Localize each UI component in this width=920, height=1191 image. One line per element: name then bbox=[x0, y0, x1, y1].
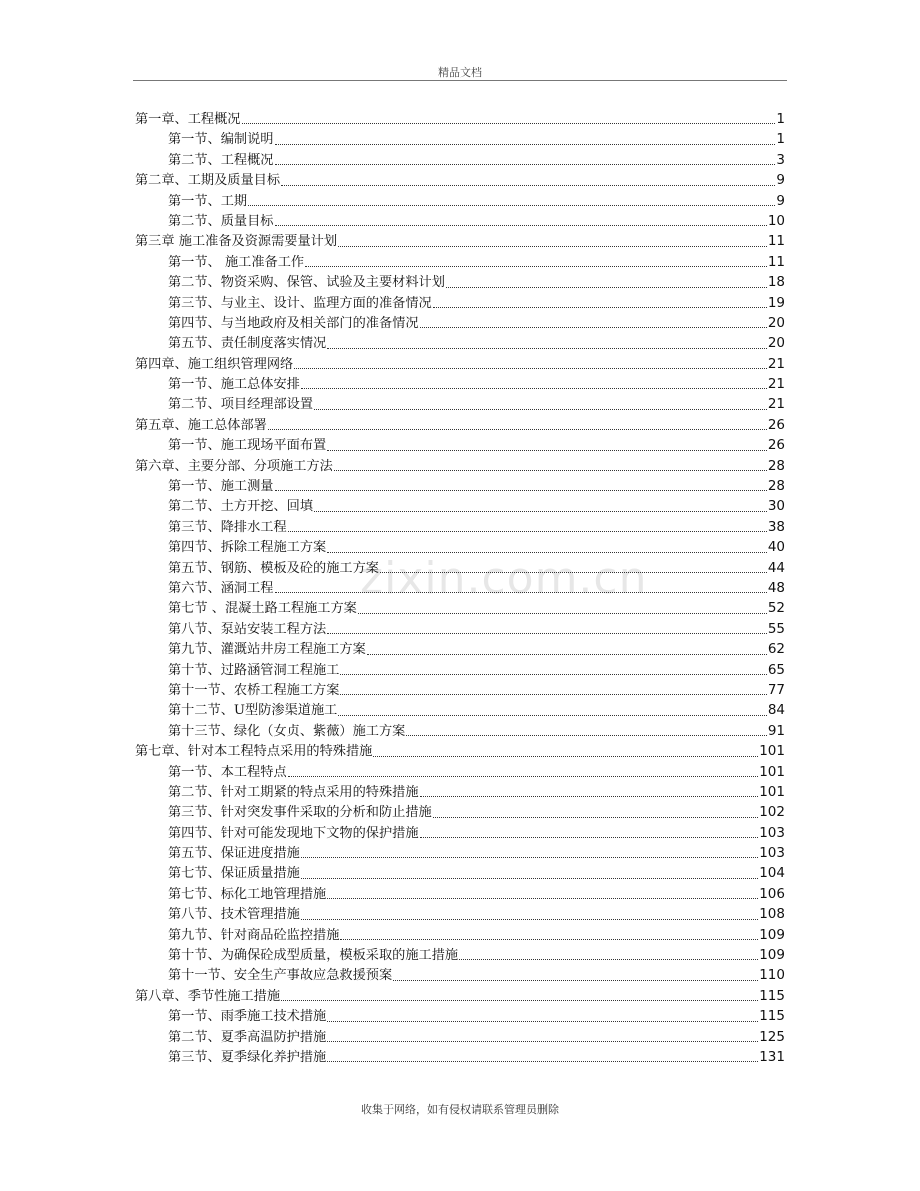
toc-entry-title: 第六节、涵洞工程 bbox=[168, 580, 274, 596]
toc-entry-title: 第二章、工期及质量目标 bbox=[135, 173, 281, 189]
toc-dot-leader bbox=[420, 795, 759, 797]
toc-page-number: 108 bbox=[759, 906, 785, 923]
toc-entry-title: 第七节 、混凝土路工程施工方案 bbox=[168, 601, 357, 617]
toc-dot-leader bbox=[301, 387, 767, 389]
toc-entry-title: 第三节、降排水工程 bbox=[168, 519, 287, 535]
toc-page-number: 55 bbox=[767, 620, 785, 637]
toc-section-entry[interactable] bbox=[135, 517, 785, 537]
toc-section-entry[interactable] bbox=[135, 150, 785, 170]
toc-page-number: 115 bbox=[759, 987, 785, 1004]
toc-entry-title: 第八节、泵站安装工程方法 bbox=[168, 621, 327, 637]
toc-entry-title: 第一节、 施工准备工作 bbox=[168, 254, 305, 270]
toc-section-entry[interactable] bbox=[135, 435, 785, 455]
toc-entry-title: 第五节、钢筋、模板及砼的施工方案 bbox=[168, 560, 379, 576]
toc-entry-title: 第三节、与业主、设计、监理方面的准备情况 bbox=[168, 295, 432, 311]
toc-dot-leader bbox=[433, 816, 758, 818]
toc-chapter-entry[interactable] bbox=[135, 354, 785, 374]
toc-section-entry[interactable] bbox=[135, 537, 785, 557]
toc-entry-title: 第二节、工程概况 bbox=[168, 152, 274, 168]
toc-dot-leader bbox=[334, 469, 767, 471]
toc-section-entry[interactable] bbox=[135, 660, 785, 680]
toc-dot-leader bbox=[275, 591, 767, 593]
toc-entry-title: 第二节、土方开挖、回填 bbox=[168, 499, 314, 515]
toc-section-entry[interactable] bbox=[135, 374, 785, 394]
toc-page-number: 109 bbox=[759, 947, 785, 964]
toc-page-number: 28 bbox=[767, 457, 785, 474]
toc-entry-title: 第二节、夏季高温防护措施 bbox=[168, 1029, 327, 1045]
toc-dot-leader bbox=[338, 714, 766, 716]
toc-entry-title: 第三章 施工准备及资源需要量计划 bbox=[135, 234, 338, 250]
toc-entry-title: 第一节、施工测量 bbox=[168, 479, 274, 495]
toc-dot-leader bbox=[314, 408, 767, 410]
toc-dot-leader bbox=[301, 877, 758, 879]
toc-section-entry[interactable] bbox=[135, 945, 785, 965]
toc-section-entry[interactable] bbox=[135, 863, 785, 883]
toc-page-number: 84 bbox=[767, 702, 785, 719]
toc-dot-leader bbox=[327, 632, 767, 634]
toc-dot-leader bbox=[275, 224, 767, 226]
toc-page-number: 115 bbox=[759, 1008, 785, 1025]
toc-section-entry[interactable] bbox=[135, 619, 785, 639]
toc-dot-leader bbox=[242, 122, 776, 124]
toc-entry-title: 第六章、主要分部、分项施工方法 bbox=[135, 458, 333, 474]
toc-dot-leader bbox=[446, 286, 767, 288]
toc-entry-title: 第十三节、绿化（女贞、紫薇）施工方案 bbox=[168, 723, 406, 739]
toc-dot-leader bbox=[268, 428, 767, 430]
toc-page-number: 9 bbox=[776, 192, 785, 209]
toc-entry-title: 第八章、季节性施工措施 bbox=[135, 988, 281, 1004]
toc-entry-title: 第一节、本工程特点 bbox=[168, 764, 287, 780]
toc-entry-title: 第五章、施工总体部署 bbox=[135, 417, 267, 433]
toc-dot-leader bbox=[281, 999, 758, 1001]
toc-dot-leader bbox=[327, 347, 767, 349]
toc-entry-title: 第九节、灌溉站井房工程施工方案 bbox=[168, 642, 366, 658]
toc-dot-leader bbox=[301, 856, 758, 858]
toc-entry-title: 第十节、过路涵管洞工程施工 bbox=[168, 662, 340, 678]
toc-dot-leader bbox=[288, 775, 759, 777]
toc-entry-title: 第十二节、U型防渗渠道施工 bbox=[168, 703, 338, 719]
toc-page-number: 106 bbox=[759, 885, 785, 902]
toc-dot-leader bbox=[327, 1060, 758, 1062]
toc-page-number: 26 bbox=[767, 416, 785, 433]
toc-page-number: 77 bbox=[767, 681, 785, 698]
toc-entry-title: 第二节、质量目标 bbox=[168, 213, 274, 229]
toc-section-entry[interactable] bbox=[135, 558, 785, 578]
toc-dot-leader bbox=[327, 449, 767, 451]
toc-dot-leader bbox=[380, 571, 767, 573]
toc-section-entry[interactable] bbox=[135, 1047, 785, 1067]
toc-entry-title: 第十一节、安全生产事故应急救援预案 bbox=[168, 968, 393, 984]
toc-page-number: 52 bbox=[767, 600, 785, 617]
toc-page-number: 110 bbox=[759, 967, 785, 984]
toc-section-entry[interactable] bbox=[135, 1027, 785, 1047]
toc-entry-title: 第一章、工程概况 bbox=[135, 112, 241, 127]
header-rule bbox=[133, 80, 787, 81]
toc-page-number: 101 bbox=[759, 783, 785, 800]
toc-section-entry[interactable] bbox=[135, 925, 785, 945]
toc-section-entry[interactable] bbox=[135, 782, 785, 802]
toc-dot-leader bbox=[305, 265, 767, 267]
toc-entry-title: 第四节、拆除工程施工方案 bbox=[168, 540, 327, 556]
toc-entry-title: 第二节、项目经理部设置 bbox=[168, 397, 314, 413]
toc-page-number: 103 bbox=[759, 824, 785, 841]
toc-page-number: 101 bbox=[759, 743, 785, 760]
toc-section-entry[interactable] bbox=[135, 272, 785, 292]
toc-entry-title: 第七节、保证质量措施 bbox=[168, 866, 300, 882]
toc-section-entry[interactable] bbox=[135, 476, 785, 496]
toc-dot-leader bbox=[327, 897, 758, 899]
toc-section-entry[interactable] bbox=[135, 721, 785, 741]
toc-chapter-entry[interactable] bbox=[135, 456, 785, 476]
toc-entry-title: 第一节、施工总体安排 bbox=[168, 377, 300, 393]
toc-dot-leader bbox=[288, 530, 767, 532]
toc-dot-leader bbox=[406, 734, 766, 736]
page-header: 精品文档 bbox=[438, 66, 482, 79]
toc-dot-leader bbox=[358, 612, 767, 614]
toc-section-entry[interactable] bbox=[135, 843, 785, 863]
toc-dot-leader bbox=[281, 184, 775, 186]
toc-page-number: 65 bbox=[767, 661, 785, 678]
toc-chapter-entry[interactable] bbox=[135, 109, 785, 129]
toc-section-entry[interactable] bbox=[135, 639, 785, 659]
toc-page-number: 109 bbox=[759, 926, 785, 943]
toc-entry-title: 第四节、与当地政府及相关部门的准备情况 bbox=[168, 315, 419, 331]
toc-dot-leader bbox=[248, 204, 775, 206]
toc-chapter-entry[interactable] bbox=[135, 415, 785, 435]
toc-page-number: 19 bbox=[767, 294, 785, 311]
toc-dot-leader bbox=[340, 938, 758, 940]
toc-section-entry[interactable] bbox=[135, 823, 785, 843]
toc-page-number: 104 bbox=[759, 865, 785, 882]
toc-dot-leader bbox=[433, 306, 767, 308]
toc-dot-leader bbox=[367, 653, 767, 655]
toc-section-entry[interactable] bbox=[135, 578, 785, 598]
toc-section-entry[interactable] bbox=[135, 211, 785, 231]
toc-dot-leader bbox=[373, 755, 758, 757]
toc-entry-title: 第二节、物资采购、保管、试验及主要材料计划 bbox=[168, 275, 445, 291]
toc-section-entry[interactable] bbox=[135, 293, 785, 313]
toc-entry-title: 第十节、为确保砼成型质量，模板采取的施工措施 bbox=[168, 948, 459, 964]
toc-dot-leader bbox=[338, 245, 767, 247]
toc-page-number: 30 bbox=[767, 498, 785, 515]
toc-entry-title: 第十一节、农桥工程施工方案 bbox=[168, 682, 340, 698]
toc-dot-leader bbox=[294, 367, 767, 369]
toc-dot-leader bbox=[275, 163, 776, 165]
toc-section-entry[interactable] bbox=[135, 884, 785, 904]
toc-page-number: 10 bbox=[767, 212, 785, 229]
toc-section-entry[interactable] bbox=[135, 333, 785, 353]
toc-page-number: 91 bbox=[767, 722, 785, 739]
toc-section-entry[interactable] bbox=[135, 680, 785, 700]
toc-entry-title: 第七章、针对本工程特点采用的特殊措施 bbox=[135, 744, 373, 760]
toc-page-number: 18 bbox=[767, 274, 785, 291]
toc-section-entry[interactable] bbox=[135, 700, 785, 720]
toc-page-number: 11 bbox=[767, 233, 785, 250]
toc-section-entry[interactable] bbox=[135, 191, 785, 211]
toc-entry-title: 第四章、施工组织管理网络 bbox=[135, 356, 294, 372]
toc-section-entry[interactable] bbox=[135, 129, 785, 149]
toc-page-number: 21 bbox=[767, 376, 785, 393]
toc-page-number: 131 bbox=[759, 1048, 785, 1065]
toc-chapter-entry[interactable] bbox=[135, 231, 785, 251]
watermark: zixin.com.cn bbox=[360, 553, 648, 604]
toc-page-number: 44 bbox=[767, 559, 785, 576]
toc-section-entry[interactable] bbox=[135, 252, 785, 272]
toc-dot-leader bbox=[327, 1040, 758, 1042]
toc-section-entry[interactable] bbox=[135, 496, 785, 516]
toc-page-number: 21 bbox=[767, 396, 785, 413]
toc-page-number: 3 bbox=[776, 151, 785, 168]
toc-dot-leader bbox=[314, 510, 767, 512]
toc-entry-title: 第三节、针对突发事件采取的分析和防止措施 bbox=[168, 805, 432, 821]
toc-dot-leader bbox=[340, 673, 766, 675]
toc-page-number: 48 bbox=[767, 579, 785, 596]
toc-chapter-entry[interactable] bbox=[135, 986, 785, 1006]
toc-page-number: 11 bbox=[767, 253, 785, 270]
toc-page-number: 26 bbox=[767, 437, 785, 454]
toc-chapter-entry[interactable] bbox=[135, 170, 785, 190]
toc-section-entry[interactable] bbox=[135, 904, 785, 924]
toc-entry-title: 第一节、工期 bbox=[168, 193, 248, 209]
toc-page-number: 125 bbox=[759, 1028, 785, 1045]
toc-dot-leader bbox=[327, 1020, 758, 1022]
toc-page-number: 20 bbox=[767, 335, 785, 352]
toc-chapter-entry[interactable] bbox=[135, 741, 785, 761]
toc-dot-leader bbox=[340, 693, 766, 695]
page-footer: 收集于网络，如有侵权请联系管理员删除 bbox=[361, 1103, 559, 1116]
toc-section-entry[interactable] bbox=[135, 965, 785, 985]
toc-entry-title: 第五节、责任制度落实情况 bbox=[168, 336, 327, 352]
toc-page-number: 102 bbox=[759, 804, 785, 821]
toc-section-entry[interactable] bbox=[135, 1006, 785, 1026]
toc-dot-leader bbox=[275, 143, 776, 145]
toc-page-number: 62 bbox=[767, 641, 785, 658]
toc-entry-title: 第二节、针对工期紧的特点采用的特殊措施 bbox=[168, 784, 419, 800]
toc-section-entry[interactable] bbox=[135, 394, 785, 414]
toc-entry-title: 第一节、施工现场平面布置 bbox=[168, 438, 327, 454]
toc-entry-title: 第四节、针对可能发现地下文物的保护措施 bbox=[168, 825, 419, 841]
toc-dot-leader bbox=[459, 958, 758, 960]
table-of-contents bbox=[135, 109, 785, 1067]
toc-section-entry[interactable] bbox=[135, 762, 785, 782]
toc-entry-title: 第一节、编制说明 bbox=[168, 132, 274, 148]
toc-page-number: 9 bbox=[776, 172, 785, 189]
toc-dot-leader bbox=[327, 551, 767, 553]
toc-entry-title: 第三节、夏季绿化养护措施 bbox=[168, 1049, 327, 1065]
toc-entry-title: 第九节、针对商品砼监控措施 bbox=[168, 927, 340, 943]
toc-section-entry[interactable] bbox=[135, 313, 785, 333]
toc-entry-title: 第七节、标化工地管理措施 bbox=[168, 886, 327, 902]
toc-section-entry[interactable] bbox=[135, 802, 785, 822]
toc-entry-title: 第五节、保证进度措施 bbox=[168, 846, 300, 862]
toc-page-number: 103 bbox=[759, 845, 785, 862]
toc-page-number: 20 bbox=[767, 314, 785, 331]
toc-dot-leader bbox=[393, 979, 758, 981]
toc-dot-leader bbox=[301, 918, 758, 920]
toc-dot-leader bbox=[420, 326, 767, 328]
toc-page-number: 40 bbox=[767, 539, 785, 556]
toc-page-number: 38 bbox=[767, 518, 785, 535]
toc-page-number: 28 bbox=[767, 478, 785, 495]
toc-page-number: 1 bbox=[776, 111, 785, 127]
toc-section-entry[interactable] bbox=[135, 598, 785, 618]
toc-page-number: 1 bbox=[776, 131, 785, 148]
toc-entry-title: 第八节、技术管理措施 bbox=[168, 907, 300, 923]
toc-dot-leader bbox=[275, 489, 767, 491]
toc-entry-title: 第一节、雨季施工技术措施 bbox=[168, 1009, 327, 1025]
toc-dot-leader bbox=[420, 836, 759, 838]
toc-page-number: 21 bbox=[767, 355, 785, 372]
toc-page-number: 101 bbox=[759, 763, 785, 780]
